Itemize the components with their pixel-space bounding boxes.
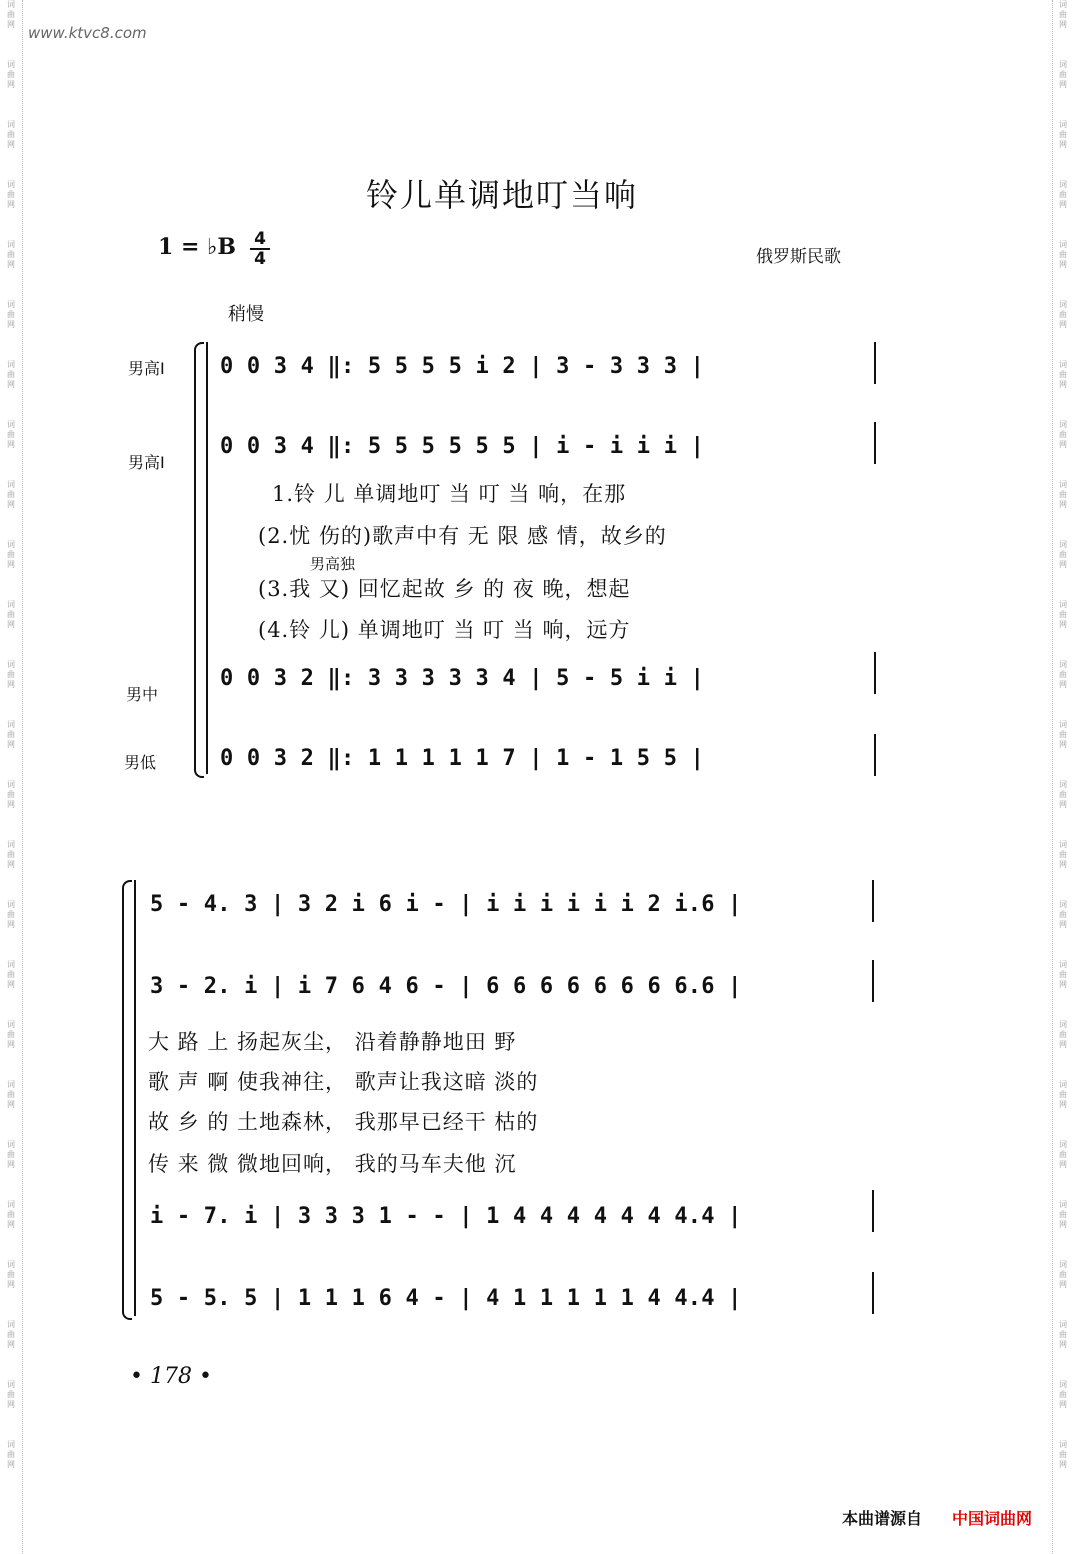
side-watermark-mark: 词 曲 网: [7, 900, 15, 929]
side-watermark-mark: 词 曲 网: [7, 360, 15, 389]
tempo-marking: 稍慢: [228, 304, 264, 325]
site-watermark: www.ktvc8.com: [28, 24, 147, 42]
side-watermark-mark: 词 曲 网: [7, 1320, 15, 1349]
song-origin: 俄罗斯民歌: [756, 247, 841, 267]
side-watermark-mark: 词 曲 网: [1059, 840, 1067, 869]
footer-source-site[interactable]: 中国词曲网: [952, 1509, 1033, 1528]
side-watermark-mark: 词 曲 网: [7, 240, 15, 269]
side-watermark-mark: 词 曲 网: [7, 1380, 15, 1409]
side-watermark-mark: 词 曲 网: [7, 1020, 15, 1049]
side-watermark-mark: 词 曲 网: [7, 960, 15, 989]
side-watermark-mark: 词 曲 网: [1059, 1440, 1067, 1469]
lyric-line-5: 大 路 上 扬起灰尘， 沿着静静地田 野: [148, 1030, 517, 1054]
time-sig-top: 4: [254, 229, 266, 249]
lyric-line-7: 故 乡 的 土地森林， 我那早已经干 枯的: [148, 1110, 539, 1134]
side-watermark-mark: 词 曲 网: [7, 480, 15, 509]
footer-source-label: 本曲谱源自: [842, 1509, 923, 1528]
lyric-line-2: (2.忧 伤的)歌声中有 无 限 感 情，故乡的: [258, 524, 667, 548]
lyric-line-8: 传 来 微 微地回响， 我的马车夫他 沉: [148, 1152, 517, 1176]
staff-baritone-system1: 0 0 3 2 ‖: 3 3 3 3 3 4 | 5 - 5 i i |: [220, 666, 705, 691]
time-sig-bottom: 4: [254, 249, 266, 269]
side-watermark-mark: 词 曲 网: [1059, 1320, 1067, 1349]
system1-right-barline-2: [874, 422, 876, 464]
side-watermark-mark: 词 曲 网: [7, 1260, 15, 1289]
staff-bass-system2: 5 - 5. 5 | 1 1 1 6 4 - | 4 1 1 1 1 1 4 4.4 |: [150, 1286, 742, 1311]
lyric-line-6: 歌 声 啊 使我神往， 歌声让我这暗 淡的: [148, 1070, 539, 1094]
side-watermark-mark: 词 曲 网: [7, 1440, 15, 1469]
side-watermark-mark: 词 曲 网: [1059, 540, 1067, 569]
side-watermark-mark: 词 曲 网: [1059, 720, 1067, 749]
side-watermark-mark: 词 曲 网: [7, 1080, 15, 1109]
side-watermark-mark: 词 曲 网: [1059, 1020, 1067, 1049]
lyric-line-3: (3.我 又) 回忆起故 乡 的 夜 晚，想起: [258, 577, 631, 601]
system2-right-barline: [872, 880, 874, 922]
voice-label-baritone: 男中: [126, 685, 159, 704]
system1-left-barline: [206, 342, 208, 774]
voice-label-tenor1: 男高Ⅰ: [128, 359, 165, 378]
side-watermark-mark: 词 曲 网: [1059, 120, 1067, 149]
side-watermark-mark: 词 曲 网: [7, 60, 15, 89]
page-number: • 178 •: [130, 1364, 212, 1389]
side-watermark-mark: 词 曲 网: [7, 660, 15, 689]
side-watermark-mark: 词 曲 网: [1059, 1140, 1067, 1169]
staff-tenor1-system2: 5 - 4. 3 | 3 2 i 6 i - | i i i i i i 2 i.6 |: [150, 892, 742, 917]
side-watermark-mark: 词 曲 网: [7, 1140, 15, 1169]
song-title: 铃儿单调地叮当响: [366, 176, 639, 214]
staff-tenor1-system1: 0 0 3 4 ‖: 5 5 5 5 i 2 | 3 - 3 3 3 |: [220, 354, 705, 379]
side-watermark-mark: 词 曲 网: [1059, 1260, 1067, 1289]
side-watermark-mark: 词 曲 网: [1059, 780, 1067, 809]
system1-right-barline-3: [874, 652, 876, 694]
side-watermark-mark: 词 曲 网: [1059, 240, 1067, 269]
system1-right-barline-4: [874, 734, 876, 776]
system1-brace: [194, 342, 204, 778]
side-watermark-mark: 词 曲 网: [7, 180, 15, 209]
system2-right-barline-3: [872, 1190, 874, 1232]
side-watermark-mark: 词 曲 网: [1059, 960, 1067, 989]
time-signature: [250, 230, 270, 268]
side-watermark-mark: 词 曲 网: [1059, 360, 1067, 389]
voice-label-bass: 男低: [124, 753, 157, 772]
side-watermark-mark: 词 曲 网: [1059, 660, 1067, 689]
staff-tenor2-system1: 0 0 3 4 ‖: 5 5 5 5 5 5 | i - i i i |: [220, 434, 705, 459]
side-watermark-mark: 词 曲 网: [1059, 60, 1067, 89]
side-watermark-mark: 词 曲 网: [1059, 600, 1067, 629]
side-watermark-mark: 词 曲 网: [7, 120, 15, 149]
staff-baritone-system2: i - 7. i | 3 3 3 1 - - | 1 4 4 4 4 4 4 4.4 |: [150, 1204, 742, 1229]
side-watermark-mark: 词 曲 网: [1059, 1380, 1067, 1409]
voice-label-tenor2: 男高Ⅰ: [128, 453, 165, 472]
side-watermark-mark: 词 曲 网: [7, 780, 15, 809]
side-watermark-mark: 词 曲 网: [1059, 1200, 1067, 1229]
side-watermark-mark: 词 曲 网: [7, 1200, 15, 1229]
staff-tenor2-system2: 3 - 2. i | i 7 6 4 6 - | 6 6 6 6 6 6 6 6.6 |: [150, 974, 742, 999]
side-watermark-mark: 词 曲 网: [7, 420, 15, 449]
side-watermark-mark: 词 曲 网: [7, 540, 15, 569]
side-watermark-mark: 词 曲 网: [1059, 300, 1067, 329]
side-watermark-mark: 词 曲 网: [7, 840, 15, 869]
side-watermark-mark: 词 曲 网: [1059, 420, 1067, 449]
system2-right-barline-4: [872, 1272, 874, 1314]
left-watermark-strip: [2, 0, 20, 1554]
right-watermark-strip: [1054, 0, 1072, 1554]
system1-right-barline: [874, 342, 876, 384]
side-watermark-mark: 词 曲 网: [1059, 900, 1067, 929]
side-watermark-mark: 词 曲 网: [1059, 1080, 1067, 1109]
side-watermark-mark: 词 曲 网: [7, 0, 15, 29]
side-watermark-mark: 词 曲 网: [7, 300, 15, 329]
side-watermark-mark: 词 曲 网: [1059, 480, 1067, 509]
side-watermark-mark: 词 曲 网: [1059, 180, 1067, 209]
lyric-line-1: 1.铃 儿 单调地叮 当 叮 当 响，在那: [272, 482, 627, 506]
side-watermark-mark: 词 曲 网: [1059, 0, 1067, 29]
system2-left-barline: [134, 880, 136, 1316]
system2-brace: [122, 880, 132, 1320]
solo-note: 男高独: [310, 555, 356, 573]
side-watermark-mark: 词 曲 网: [7, 720, 15, 749]
staff-bass-system1: 0 0 3 2 ‖: 1 1 1 1 1 7 | 1 - 1 5 5 |: [220, 746, 705, 771]
lyric-line-4: (4.铃 儿) 单调地叮 当 叮 当 响，远方: [258, 618, 631, 642]
system2-right-barline-2: [872, 960, 874, 1002]
key-signature: 1 = ♭B: [158, 234, 237, 260]
side-watermark-mark: 词 曲 网: [7, 600, 15, 629]
